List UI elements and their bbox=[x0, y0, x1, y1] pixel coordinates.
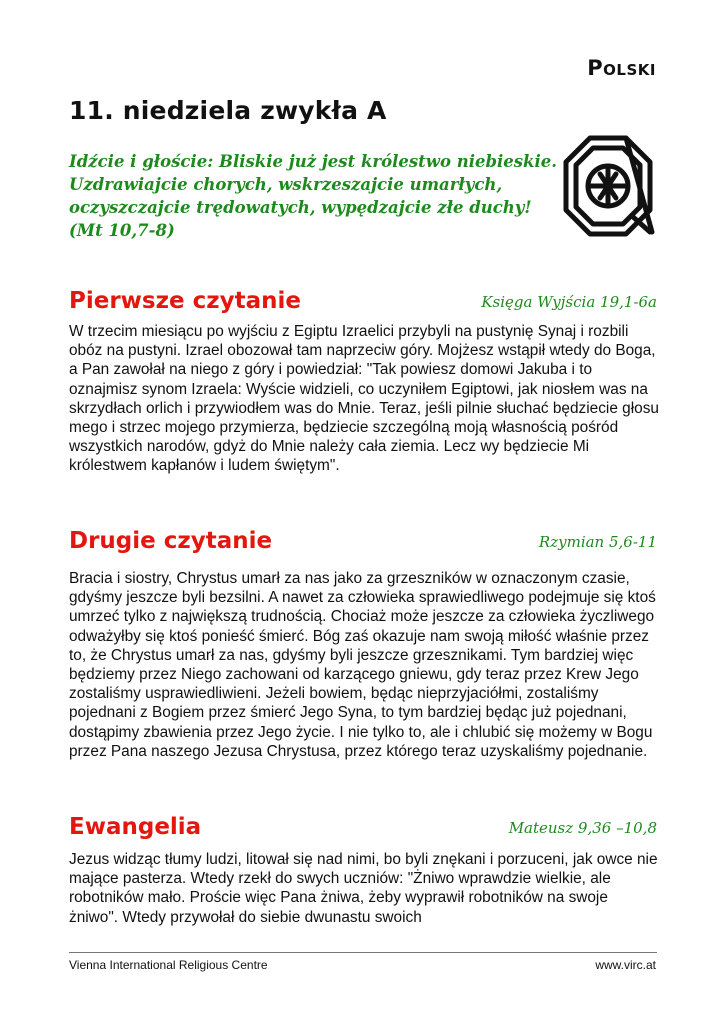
reading-3-text: Jezus widząc tłumy ludzi, litował się nad nimi, bo byli znękani i porzuceni, jak owce nie mające pasterza. Wtedy rzekł do swych uczniów: "Żniwo wprawdzie wielkie, ale robotników mało. Proście więc Pana żniwa, żeby wyprawił robotników na swoje żniwo". Wtedy przywołał do siebie dwunastu swoich bbox=[69, 851, 658, 926]
language-label: Polski bbox=[587, 56, 656, 80]
reading-2-title: Drugie czytanie bbox=[69, 528, 273, 554]
reading-1-text: W trzecim miesiącu po wyjściu z Egiptu Izraelici przybyli na pustynię Synaj i rozbili obóz na pustyni. Izrael obozował tam naprzeciw góry. Mojżesz wstąpił wtedy do Boga, a Pan zawołał na niego z góry i powiedział: "Tak powiesz domowi Jakuba i to oznajmisz synom Izraela: Wyście widzieli, co uczyniłem Egiptowi, jak niosłem was na skrzydłach orlich i przywiodłem was do Mnie. Teraz, jeśli pilnie słuchać będziecie głosu mego i strzec mojego przymierza, będziecie szczególną moją własnością pośród wszystkich narodów, gdyż do Mnie należy cała ziemia. Lecz wy będziecie Mi królestwem kapłanów i ludem świętym". bbox=[69, 323, 659, 475]
reading-3-reference: Mateusz 9,36 –10,8 bbox=[508, 819, 657, 837]
footer-organization: Vienna International Religious Centre bbox=[69, 958, 268, 972]
reading-2-header bbox=[69, 520, 657, 554]
footer-divider bbox=[69, 952, 657, 953]
motto-quote: Idźcie i głoście: Bliskie już jest królestwo niebieskie. Uzdrawiajcie chorych, wskrzeszajcie umarłych, oczyszczajcie trędowatych, wypędzajcie złe duchy! (Mt 10,7-8) bbox=[69, 152, 557, 240]
reading-2-text: Bracia i siostry, Chrystus umarł za nas jako za grzeszników w oznaczonym czasie, gdyśmy jeszcze byli bezsilni. A nawet za człowieka sprawiedliwego podejmuje się ktoś umrzeć tylko z największą trudnością. Chociaż może jeszcze za człowieka życzliwego odważyłby się ktoś ponieść śmierć. Bóg zaś okazuje nam swoją miłość właśnie przez to, że Chrystus umarł za nas, gdyśmy byli jeszcze grzesznikami. Tym bardziej więc będziemy przez Niego zachowani od karzącego gniewu, gdy teraz przez Krew Jego zostaliśmy usprawiedliwieni. Jeżeli bowiem, będąc nieprzyjaciółmi, zostaliśmy pojednani z Bogiem przez śmierć Jego Syna, to tym bardziej będąc już pojednani, dostąpimy zbawienia przez Jego życie. I nie tylko to, ale i chlubić się możemy w Bogu przez Pana naszego Jezusa Chrystusa, przez którego teraz uzyskaliśmy pojednanie. bbox=[69, 570, 656, 760]
footer-website: www.virc.at bbox=[595, 958, 656, 972]
reading-3-header bbox=[69, 806, 657, 840]
reading-1-header bbox=[69, 280, 657, 314]
reading-2-reference: Rzymian 5,6-11 bbox=[538, 533, 657, 551]
virc-emblem-icon bbox=[560, 132, 656, 240]
page-title: 11. niedziela zwykła A bbox=[69, 96, 387, 125]
reading-1-reference: Księga Wyjścia 19,1-6a bbox=[481, 293, 657, 311]
reading-1-title: Pierwsze czytanie bbox=[69, 288, 301, 314]
reading-3-title: Ewangelia bbox=[69, 814, 202, 840]
